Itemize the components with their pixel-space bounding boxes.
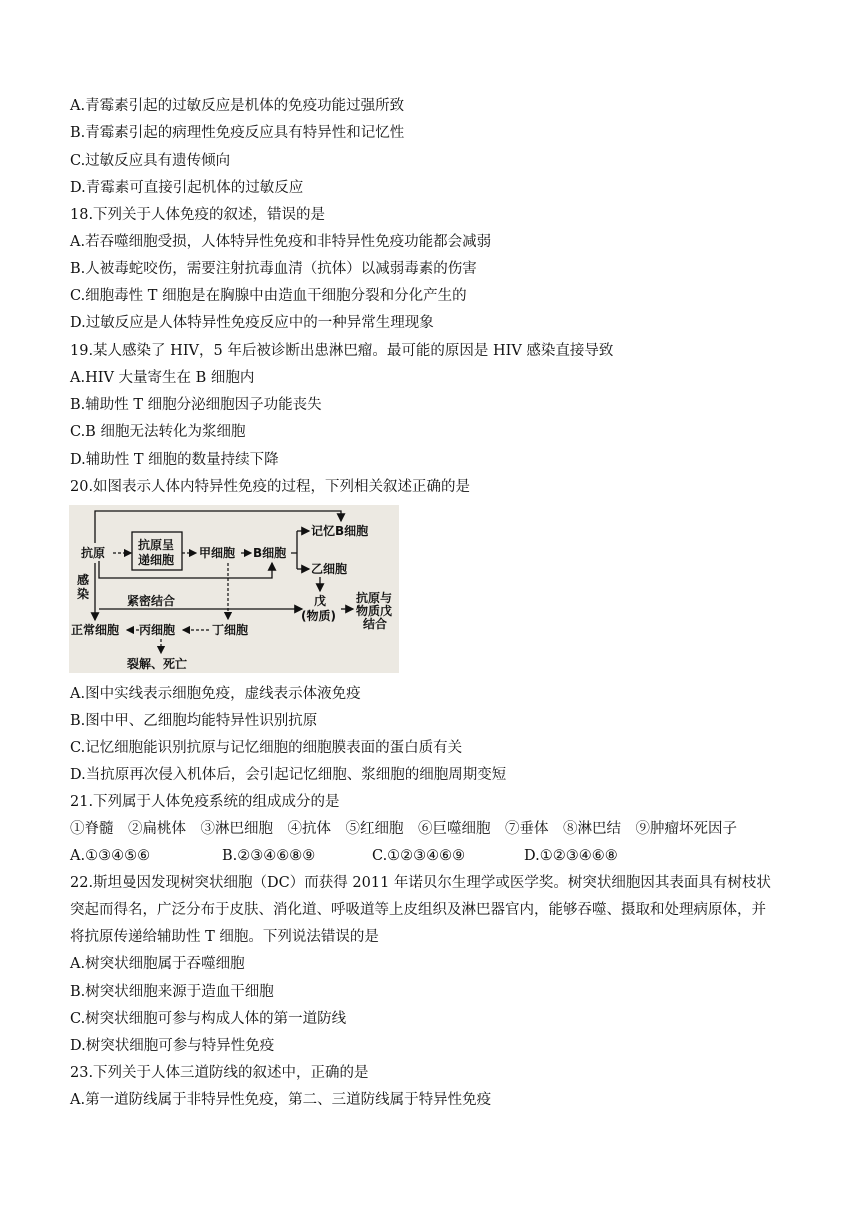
q21-option-c: C.①②③④⑥⑨ <box>372 848 466 864</box>
q18-option-b: B.人被毒蛇咬伤，需要注射抗毒血清（抗体）以减弱毒素的伤害 <box>70 261 477 277</box>
q18-option-a: A.若吞噬细胞受损，人体特异性免疫和非特异性免疫功能都会减弱 <box>70 234 492 250</box>
q19-option-a: A.HIV 大量寄生在 B 细胞内 <box>70 370 255 386</box>
q17-option-a: A.青霉素引起的过敏反应是机体的免疫功能过强所致 <box>70 98 405 114</box>
q18-option-c: C.细胞毒性 T 细胞是在胸腺中由造血干细胞分裂和分化产生的 <box>70 288 467 304</box>
label-normal-cell: 正常细胞 <box>71 623 120 637</box>
label-jia-cell: 甲细胞 <box>199 546 236 560</box>
label-memory-b: 记忆B细胞 <box>311 524 369 538</box>
q22-stem-line1: 22.斯坦曼因发现树突状细胞（DC）而获得 2011 年诺贝尔生理学或医学奖。树突状细胞因其表面具有树枝状 <box>70 875 771 891</box>
label-binding-1: 抗原与 <box>356 591 393 605</box>
q21-option-d: D.①②③④⑥⑧ <box>524 848 618 864</box>
q22-stem-line3: 将抗原传递给辅助性 T 细胞。下列说法错误的是 <box>70 929 379 945</box>
label-binding-3: 结合 <box>363 617 388 631</box>
label-tight-binding: 紧密结合 <box>127 594 176 608</box>
label-binding-2: 物质戊 <box>356 604 393 618</box>
q18-stem: 18.下列关于人体免疫的叙述，错误的是 <box>70 207 326 223</box>
q19-option-b: B.辅助性 T 细胞分泌细胞因子功能丧失 <box>70 397 322 413</box>
q21-option-a: A.①③④⑤⑥ <box>70 848 151 864</box>
q23-option-a: A.第一道防线属于非特异性免疫，第二、三道防线属于特异性免疫 <box>70 1092 492 1108</box>
label-wu-substance: (物质) <box>301 609 336 623</box>
q19-option-c: C.B 细胞无法转化为浆细胞 <box>70 424 246 440</box>
label-infect-2: 染 <box>77 587 90 601</box>
q21-items: ①脊髓 ②扁桃体 ③淋巴细胞 ④抗体 ⑤红细胞 ⑥巨噬细胞 ⑦垂体 ⑧淋巴结 ⑨肿瘤坏死因子 <box>70 821 737 837</box>
q17-option-b: B.青霉素引起的病理性免疫反应具有特异性和记忆性 <box>70 125 405 141</box>
q19-stem: 19.某人感染了 HIV，5 年后被诊断出患淋巴瘤。最可能的原因是 HIV 感染直接导致 <box>70 343 614 359</box>
immune-process-diagram <box>69 505 399 673</box>
q23-stem: 23.下列关于人体三道防线的叙述中，正确的是 <box>70 1065 369 1081</box>
label-infect-1: 感 <box>77 573 90 587</box>
q22-option-c: C.树突状细胞可参与构成人体的第一道防线 <box>70 1011 347 1027</box>
q20-stem: 20.如图表示人体内特异性免疫的过程，下列相关叙述正确的是 <box>70 479 471 495</box>
q21-option-b: B.②③④⑥⑧⑨ <box>222 848 316 864</box>
q20-option-d: D.当抗原再次侵入机体后，会引起记忆细胞、浆细胞的细胞周期变短 <box>70 767 507 783</box>
q21-stem: 21.下列属于人体免疫系统的组成成分的是 <box>70 794 340 810</box>
label-apc-2: 递细胞 <box>138 553 175 567</box>
label-wu: 戊 <box>314 594 327 608</box>
q19-option-d: D.辅助性 T 细胞的数量持续下降 <box>70 452 279 468</box>
q18-option-d: D.过敏反应是人体特异性免疫反应中的一种异常生理现象 <box>70 315 434 331</box>
q22-stem-line2: 突起而得名，广泛分布于皮肤、消化道、呼吸道等上皮组织及淋巴器官内，能够吞噬、摄取和处理病原体，并 <box>70 902 766 918</box>
label-ding-cell: 丁细胞 <box>212 623 249 637</box>
q22-option-b: B.树突状细胞来源于造血干细胞 <box>70 984 274 1000</box>
label-b-cell: B细胞 <box>253 546 287 560</box>
label-bing-cell: 丙细胞 <box>139 623 176 637</box>
arrow-antigen-to-b <box>99 561 272 578</box>
q20-option-c: C.记忆细胞能识别抗原与记忆细胞的细胞膜表面的蛋白质有关 <box>70 740 463 756</box>
q17-option-d: D.青霉素可直接引起机体的过敏反应 <box>70 180 304 196</box>
q17-option-c: C.过敏反应具有遗传倾向 <box>70 153 231 169</box>
label-yi-cell: 乙细胞 <box>311 562 348 576</box>
label-apc-1: 抗原呈 <box>138 538 175 552</box>
q21-options <box>70 846 618 866</box>
q20-option-b: B.图中甲、乙细胞均能特异性识别抗原 <box>70 713 318 729</box>
q22-option-d: D.树突状细胞可参与特异性免疫 <box>70 1038 275 1054</box>
q20-option-a: A.图中实线表示细胞免疫，虚线表示体液免疫 <box>70 686 361 702</box>
label-antigen: 抗原 <box>81 546 106 560</box>
q22-option-a: A.树突状细胞属于吞噬细胞 <box>70 956 245 972</box>
label-lysis: 裂解、死亡 <box>127 657 188 671</box>
